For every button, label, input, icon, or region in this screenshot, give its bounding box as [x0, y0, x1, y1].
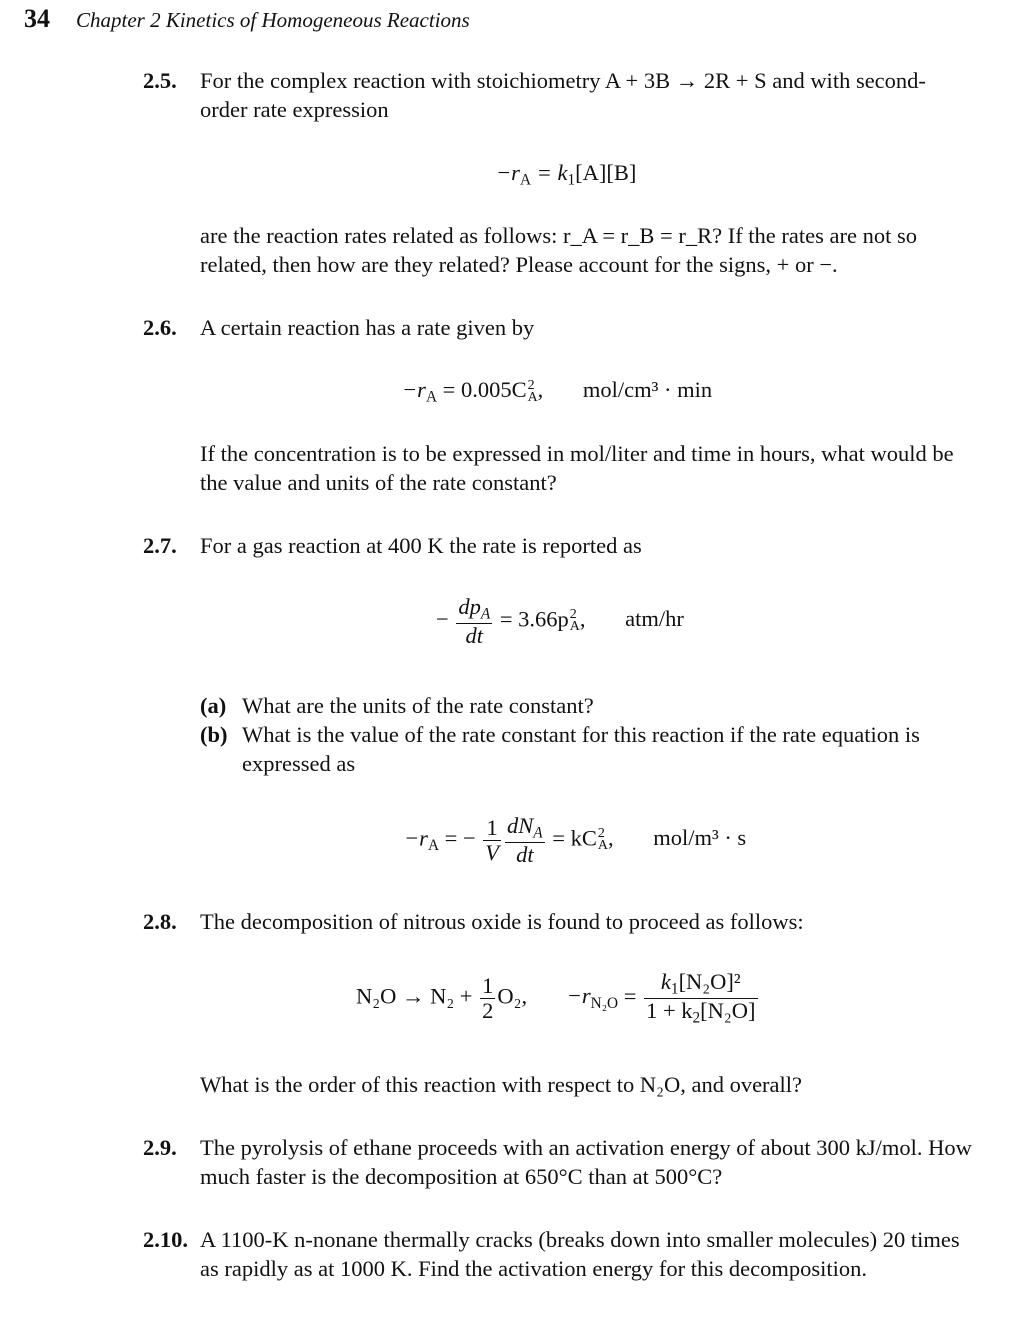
equation-2-7: − $\frac{dp_A}{dt}$ = 3.66p 2 A , atm/hr [436, 594, 684, 648]
problem-text: For the complex reaction with stoichiometry A + 3B → 2R + S and with second-order rate expression [200, 68, 926, 122]
page-number: 34 [24, 4, 50, 33]
problem-number: 2.5. [143, 68, 177, 93]
units: mol/m³ · s [653, 825, 747, 851]
problem-text: What is the order of this reaction with respect to N₂O, and overall? [200, 1072, 803, 1097]
problem-number: 2.9. [143, 1135, 177, 1160]
units: mol/cm³ · min [582, 377, 713, 402]
problem-number: 2.10. [143, 1227, 188, 1252]
problem-text: A 1100-K n-nonane thermally cracks (breaks down into smaller molecules) 20 times as rapidly as at 1000 K. Find the activation energy for this decomposition. [200, 1227, 960, 1281]
problem-2-9 [143, 1133, 973, 1191]
units: atm/hr [625, 606, 684, 632]
problem-text: If the concentration is to be expressed in mol/liter and time in hours, what would be the value and units of the rate constant? [200, 441, 954, 495]
problem-number: 2.8. [143, 909, 177, 934]
equation-2-8: N₂O → N₂ + $\frac{1}{2}$ O₂, $-r_{N_2O}$ = $\frac{k_1[N_2O]^2}{1 + k_2[N_2O]}$ [356, 969, 756, 1027]
subpart-a: (a) What are the units of the rate constant? [200, 693, 594, 718]
problem-text: The pyrolysis of ethane proceeds with an activation energy of about 300 kJ/mol. How much faster is the decomposition at 650°C than at 500°C? [200, 1135, 972, 1189]
problem-number: 2.6. [143, 315, 177, 340]
problem-2-6-followup [143, 439, 973, 497]
running-title: Chapter 2 Kinetics of Homogeneous Reactions [76, 8, 470, 32]
problem-2-7-parts [143, 691, 973, 778]
problem-text: are the reaction rates related as follows: r_A = r_B = r_R? If the rates are not so related, then how are they related? Please account for the signs, + or −. [200, 223, 917, 277]
equation-2-5: $-r_A = k_1[A][B]$ [496, 160, 637, 189]
problem-2-8 [143, 907, 973, 936]
problem-number: 2.7. [143, 533, 177, 558]
problem-2-5-followup [143, 221, 973, 279]
problem-text: The decomposition of nitrous oxide is found to proceed as follows: [200, 909, 804, 934]
equation-2-6: $-r_A = 0.005C$ 2 A , mol/cm³ · min [402, 377, 713, 406]
problem-2-7 [143, 531, 973, 560]
problem-2-6 [143, 313, 973, 342]
problem-2-10 [143, 1225, 973, 1283]
subpart-b: (b) What is the value of the rate constant for this reaction if the rate equation is expressed as [200, 722, 920, 776]
problem-2-5 [143, 66, 973, 124]
problem-2-8-followup [143, 1070, 973, 1099]
problem-text: A certain reaction has a rate given by [200, 315, 535, 340]
problem-text: For a gas reaction at 400 K the rate is reported as [200, 533, 642, 558]
page-header [24, 4, 470, 34]
equation-2-7b: $-r_A$ = − $\frac{1}{V}$ $\frac{dN_A}{dt}$ = kC 2 A , mol/m³ · s [404, 813, 747, 867]
